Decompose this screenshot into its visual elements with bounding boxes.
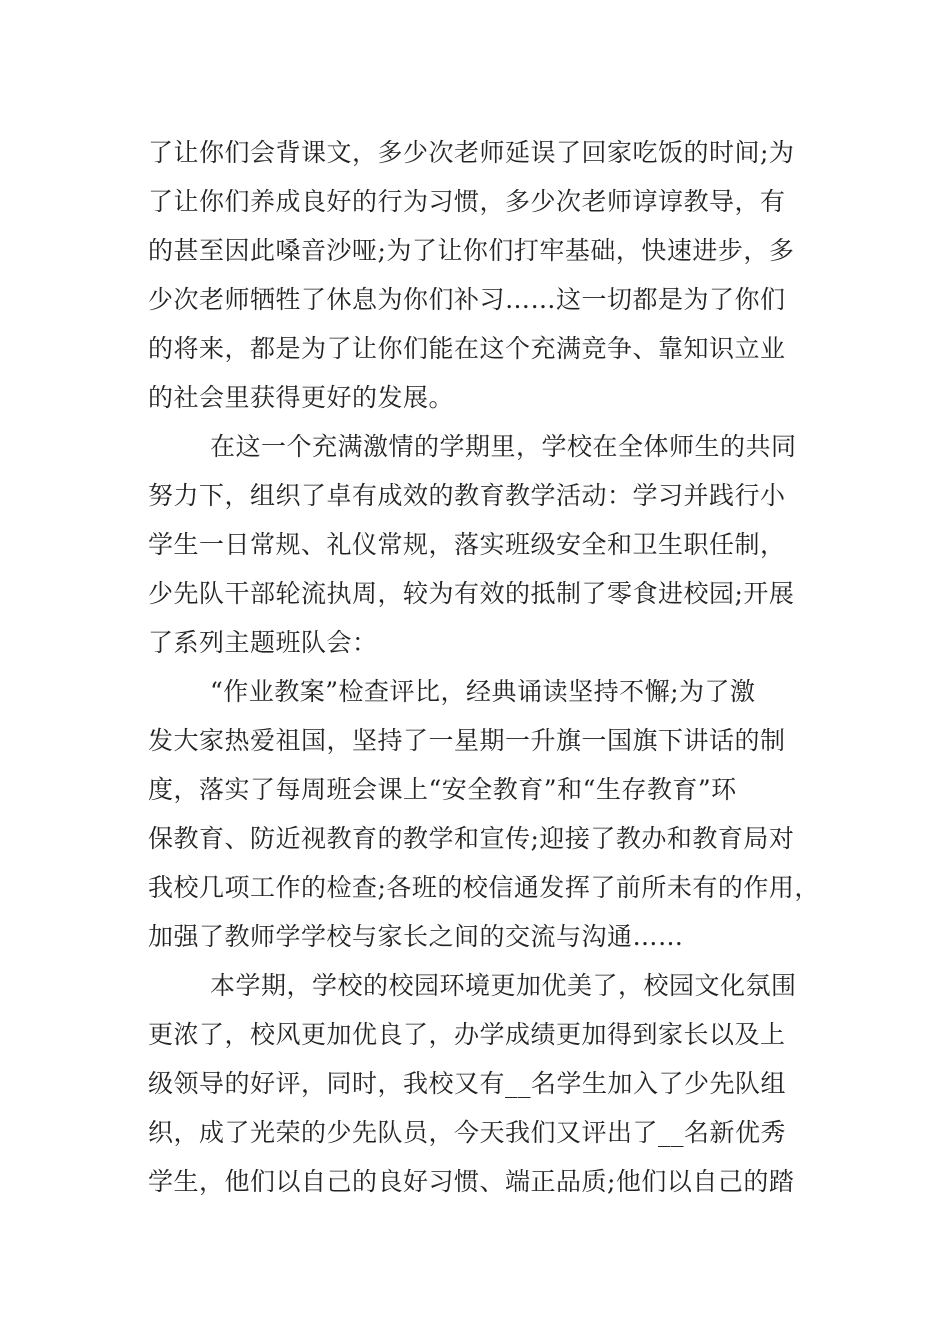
text-line: “作业教案”检查评比，经典诵读坚持不懈;为了激 bbox=[210, 677, 756, 706]
text-line: 努力下，组织了卓有成效的教育教学活动：学习并践行小 bbox=[148, 481, 786, 510]
text-line: 加强了教师学学校与家长之间的交流与沟通…… bbox=[148, 922, 684, 951]
text-line: 发大家热爱祖国，坚持了一星期一升旗一国旗下讲话的制 bbox=[148, 726, 786, 755]
text-line: 的社会里获得更好的发展。 bbox=[148, 383, 455, 412]
text-line: 了系列主题班队会： bbox=[148, 628, 378, 657]
paragraph-3 bbox=[148, 667, 820, 961]
text-line: 的甚至因此嗓音沙哑;为了让你们打牢基础，快速进步，多 bbox=[148, 236, 795, 265]
text-line: 保教育、防近视教育的教学和宣传;迎接了教办和教育局对 bbox=[148, 824, 795, 853]
text-line: 的将来，都是为了让你们能在这个充满竞争、靠知识立业 bbox=[148, 334, 786, 363]
text-line: 度，落实了每周班会课上“安全教育”和“生存教育”环 bbox=[148, 775, 737, 804]
text-line: 学生一日常规、礼仪常规，落实班级安全和卫生职任制， bbox=[148, 530, 786, 559]
text-line: 级领导的好评，同时，我校又有__名学生加入了少先队组 bbox=[148, 1069, 787, 1098]
paragraph-2 bbox=[148, 422, 808, 667]
text-line: 本学期，学校的校园环境更加优美了，校园文化氛围 bbox=[210, 971, 797, 1000]
text-line: 少先队干部轮流执周，较为有效的抵制了零食进校园;开展 bbox=[148, 579, 795, 608]
text-line: 织，成了光荣的少先队员，今天我们又评出了__名新优秀 bbox=[148, 1118, 787, 1147]
text-line: 更浓了，校风更加优良了，办学成绩更加得到家长以及上 bbox=[148, 1020, 786, 1049]
text-line: 了让你们养成良好的行为习惯，多少次老师谆谆教导，有 bbox=[148, 187, 786, 216]
paragraph-1 bbox=[148, 128, 808, 422]
text-line: 少次老师牺牲了休息为你们补习……这一切都是为了你们 bbox=[148, 285, 786, 314]
text-line: 我校几项工作的检查;各班的校信通发挥了前所未有的作用， bbox=[148, 873, 820, 902]
text-line: 在这一个充满激情的学期里，学校在全体师生的共同 bbox=[210, 432, 797, 461]
document-body bbox=[148, 128, 820, 1206]
text-line: 了让你们会背课文，多少次老师延误了回家吃饭的时间;为 bbox=[148, 138, 795, 167]
paragraph-4 bbox=[148, 961, 808, 1206]
text-line: 学生，他们以自己的良好习惯、端正品质;他们以自己的踏 bbox=[148, 1167, 795, 1196]
